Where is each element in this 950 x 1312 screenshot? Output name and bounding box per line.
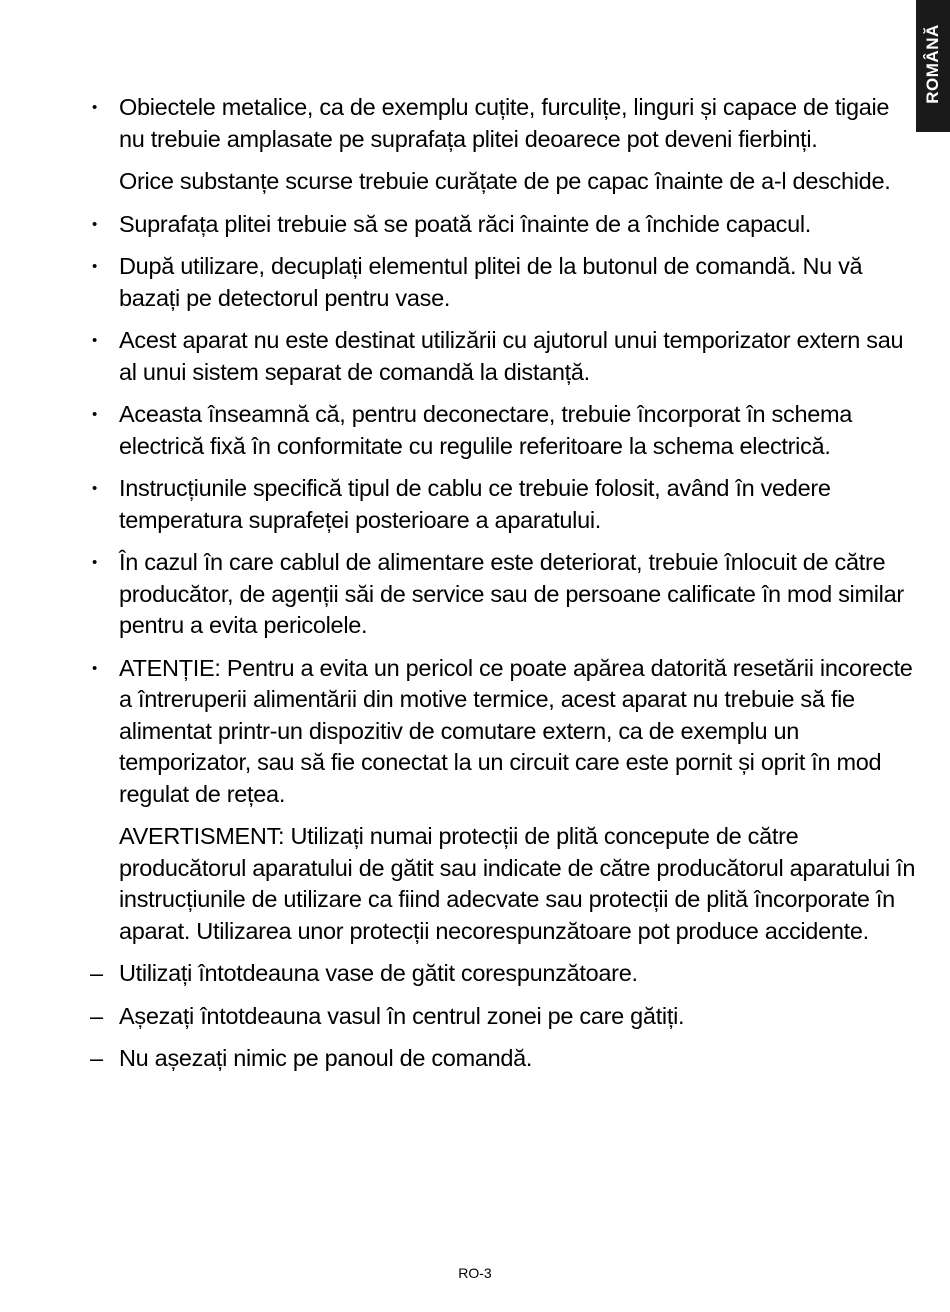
list-item-text: Obiectele metalice, ca de exemplu cuțite, furculițe, linguri și capace de tigaie nu trebuie amplasate pe suprafața plitei deoarece pot deveni fierbinți. <box>119 94 890 152</box>
list-item-text: Acest aparat nu este destinat utilizării cu ajutorul unui temporizator extern sau al unui sistem separat de comandă la distanță. <box>119 327 904 385</box>
language-tab-label: ROMÂNĂ <box>923 24 942 104</box>
bullet-marker: • <box>92 406 97 423</box>
bullet-marker: • <box>92 215 97 233</box>
list-item <box>92 92 919 155</box>
list-item <box>92 653 919 811</box>
list-item <box>92 325 919 388</box>
list-item <box>90 1001 919 1033</box>
bullet-marker: • <box>92 554 97 571</box>
list-item <box>92 251 919 314</box>
bullet-marker: • <box>92 258 97 275</box>
instruction-list <box>90 92 919 1086</box>
list-item-text: Utilizați întotdeauna vase de gătit corespunzătoare. <box>119 960 638 986</box>
list-item-text: Instrucțiunile specifică tipul de cablu ce trebuie folosit, având în vedere temperatura suprafeței posterioare a aparatului. <box>119 475 831 533</box>
list-item-text: Aceasta înseamnă că, pentru deconectare, trebuie încorporat în schema electrică fixă în conformitate cu regulile referitoare la schema electrică. <box>119 401 853 459</box>
list-item <box>92 399 919 462</box>
bullet-marker: • <box>92 99 97 116</box>
dash-marker: – <box>90 1002 103 1029</box>
list-item <box>92 473 919 536</box>
list-item <box>92 547 919 642</box>
list-item-text: ATENȚIE: Pentru a evita un pericol ce poate apărea datorită resetării incorecte a întreruperii alimentării din motive termice, acest aparat nu trebuie să fie alimentat printr-un dispozitiv de comutare extern, ca de exemplu un temporizator, sau să fie conectat la un circuit care este pornit și oprit în mod regulat de rețea. <box>119 654 913 807</box>
list-item-text: În cazul în care cablul de alimentare este deteriorat, trebuie înlocuit de către producător, de agenții săi de service sau de persoane calificate în mod similar pentru a evita pericolele. <box>119 549 904 638</box>
list-item-text: AVERTISMENT: Utilizați numai protecții de plită concepute de către producătorul aparatului de gătit sau indicate de către producătorul aparatului în instrucțiunile de utilizare ca fiind adecvate sau protecții de plită încorporate în aparat. Utilizarea unor protecții necorespunzătoare pot produce accidente. <box>119 823 916 944</box>
bullet-marker: • <box>92 659 97 677</box>
list-item <box>90 958 919 990</box>
dash-marker: – <box>90 960 103 986</box>
list-item-text: După utilizare, decuplați elementul plitei de la butonul de comandă. Nu vă bazați pe detectorul pentru vase. <box>119 253 863 311</box>
list-item-text: Așezați întotdeauna vasul în centrul zonei pe care gătiți. <box>119 1002 685 1029</box>
page-number: RO-3 <box>458 1265 492 1281</box>
bullet-marker: • <box>92 332 97 349</box>
list-item-text: Orice substanțe scurse trebuie curățate de pe capac înainte de a-l deschide. <box>119 168 891 194</box>
language-tab <box>916 0 950 132</box>
list-item <box>119 166 919 198</box>
list-item <box>92 209 919 241</box>
list-item-text: Nu așezați nimic pe panoul de comandă. <box>119 1045 533 1071</box>
bullet-marker: • <box>92 480 97 497</box>
dash-marker: – <box>90 1045 103 1071</box>
list-item <box>90 1043 919 1075</box>
list-item <box>119 821 919 947</box>
list-item-text: Suprafața plitei trebuie să se poată răci înainte de a închide capacul. <box>119 210 811 237</box>
